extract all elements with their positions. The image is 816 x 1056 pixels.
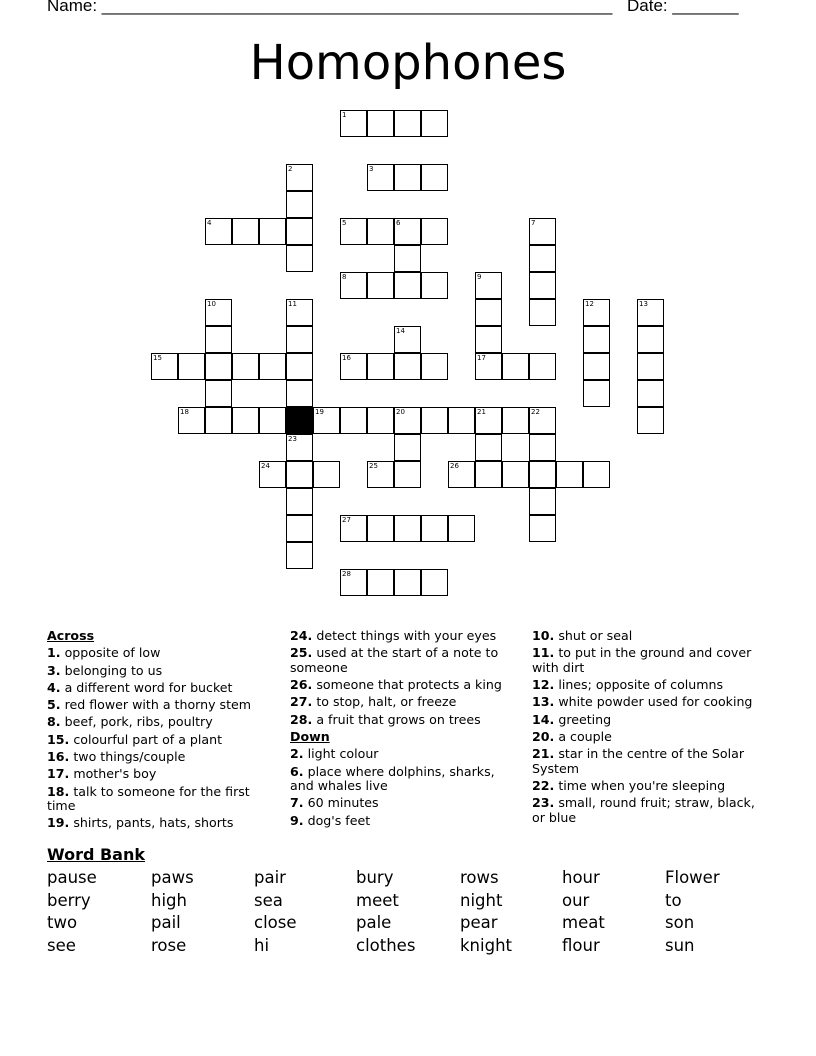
clue-number: 10 [207, 300, 216, 308]
clue-item [532, 695, 764, 710]
clue-number-label: 11. [532, 645, 555, 661]
grid-cell[interactable] [394, 434, 421, 461]
clue-item [47, 681, 273, 696]
clues-column-3 [532, 629, 764, 828]
grid-cell[interactable] [313, 461, 340, 488]
clue-item [47, 733, 273, 748]
across-heading: Across [47, 628, 95, 643]
clue-number: 16 [342, 354, 351, 362]
grid-cell[interactable] [367, 407, 394, 434]
clue-number-label: 20. [532, 729, 555, 744]
word-bank-word: pause [47, 868, 97, 887]
grid-cell[interactable] [232, 218, 259, 245]
clue-number: 5 [342, 219, 347, 227]
clue-item [532, 747, 764, 776]
grid-cell[interactable] [529, 299, 556, 326]
grid-cell[interactable] [205, 407, 232, 434]
word-bank-word: sun [665, 936, 695, 956]
clue-number-label: 26. [290, 677, 313, 693]
grid-cell[interactable] [205, 326, 232, 353]
clue-number-label: 2. [290, 746, 304, 762]
clue-number-label: 15. [47, 731, 70, 747]
clue-item [290, 646, 516, 675]
clue-text: to stop, halt, or freeze [316, 694, 457, 710]
word-bank-word: close [254, 913, 297, 933]
clue-number: 4 [207, 219, 212, 227]
grid-cell[interactable] [421, 218, 448, 245]
grid-cell[interactable] [394, 461, 421, 488]
clue-item [532, 730, 764, 745]
clue-number-label: 22. [532, 778, 555, 794]
grid-cell[interactable] [637, 353, 664, 380]
grid-cell[interactable] [286, 488, 313, 515]
clue-number-label: 23. [532, 795, 555, 811]
grid-cell[interactable] [502, 461, 529, 488]
word-bank-word: to [665, 890, 682, 910]
clue-text: a different word for bucket [64, 679, 233, 695]
grid-cell[interactable] [637, 380, 664, 407]
word-bank-word: meet [356, 890, 399, 910]
clue-item [290, 678, 516, 693]
word-bank-word: son [665, 913, 695, 933]
clue-number: 7 [531, 219, 536, 227]
word-bank-word: our [562, 890, 590, 910]
grid-cell[interactable] [394, 245, 421, 272]
clue-number: 3 [369, 165, 374, 173]
clue-item [290, 765, 516, 794]
grid-cell[interactable] [178, 353, 205, 380]
grid-cell[interactable] [475, 461, 502, 488]
grid-cell[interactable] [286, 380, 313, 407]
grid-cell[interactable] [394, 353, 421, 380]
grid-cell[interactable] [529, 488, 556, 515]
grid-cell[interactable] [583, 380, 610, 407]
word-bank-word: two [47, 913, 78, 933]
grid-cell[interactable] [502, 353, 529, 380]
word-bank-word: pair [254, 868, 286, 887]
grid-cell[interactable] [286, 245, 313, 272]
clue-text: lines; opposite of columns [558, 677, 724, 693]
grid-cell[interactable] [367, 353, 394, 380]
clue-text: shut or seal [558, 628, 633, 643]
clue-text: place where dolphins, sharks, and whales live [290, 763, 495, 794]
grid-block-cell [286, 407, 313, 434]
grid-cell[interactable] [394, 569, 421, 596]
clue-number-label: 14. [532, 711, 555, 727]
grid-cell[interactable] [529, 434, 556, 461]
clue-text: small, round fruit; straw, black, or blue [532, 795, 755, 826]
clue-text: shirts, pants, hats, shorts [73, 815, 234, 831]
grid-cell[interactable] [286, 461, 313, 488]
clue-item [532, 646, 764, 675]
word-bank-word: night [460, 890, 503, 910]
grid-cell[interactable] [529, 272, 556, 299]
clue-number-label: 18. [47, 783, 70, 799]
clue-number-label: 6. [290, 763, 304, 779]
clue-number: 6 [396, 219, 401, 227]
clue-text: 60 minutes [307, 795, 379, 811]
clue-item [47, 715, 273, 730]
clue-number-label: 28. [290, 711, 313, 727]
clue-text: talk to someone for the first time [47, 783, 250, 814]
clue-text: greeting [558, 711, 612, 727]
clue-number-label: 4. [47, 679, 61, 695]
grid-cell[interactable] [502, 407, 529, 434]
clue-text: someone that protects a king [316, 677, 502, 693]
clue-number: 8 [342, 273, 347, 281]
clue-number: 1 [342, 111, 347, 119]
clue-number-label: 9. [290, 812, 304, 828]
grid-cell[interactable] [367, 110, 394, 137]
clue-number-label: 10. [532, 628, 555, 643]
grid-cell[interactable] [394, 272, 421, 299]
grid-cell[interactable] [421, 407, 448, 434]
clue-number: 20 [396, 408, 405, 416]
clue-text: a couple [558, 729, 612, 744]
clue-number: 19 [315, 408, 324, 416]
clue-item [47, 785, 273, 814]
clue-number: 24 [261, 462, 270, 470]
clue-text: detect things with your eyes [316, 628, 497, 643]
grid-cell[interactable] [232, 353, 259, 380]
word-bank-word: meat [562, 913, 605, 933]
clue-number: 23 [288, 435, 297, 443]
clue-number: 11 [288, 300, 297, 308]
grid-cell[interactable] [583, 326, 610, 353]
clue-item [47, 698, 273, 713]
down-heading: Down [290, 729, 330, 744]
clue-item [47, 767, 273, 782]
clue-item [290, 713, 516, 728]
clue-number-label: 21. [532, 746, 555, 762]
clue-number-label: 12. [532, 677, 555, 693]
clue-item [47, 664, 273, 679]
clue-number: 17 [477, 354, 486, 362]
clue-item [47, 816, 273, 831]
clue-number: 18 [180, 408, 189, 416]
grid-cell[interactable] [448, 515, 475, 542]
grid-cell[interactable] [367, 569, 394, 596]
grid-cell[interactable] [421, 164, 448, 191]
clue-number-label: 17. [47, 766, 70, 782]
clue-number: 13 [639, 300, 648, 308]
grid-cell[interactable] [529, 353, 556, 380]
word-bank-word: pale [356, 913, 392, 933]
clue-item [290, 796, 516, 811]
grid-cell[interactable] [286, 191, 313, 218]
clue-number-label: 13. [532, 694, 555, 710]
clue-number: 21 [477, 408, 486, 416]
clue-number: 28 [342, 570, 351, 578]
grid-cell[interactable] [556, 461, 583, 488]
word-bank-word: rose [151, 936, 187, 956]
grid-cell[interactable] [286, 542, 313, 569]
clue-number-label: 24. [290, 628, 313, 643]
clue-number-label: 27. [290, 694, 313, 710]
grid-cell[interactable] [286, 326, 313, 353]
clue-number-label: 3. [47, 662, 61, 678]
clue-text: star in the centre of the Solar System [532, 746, 745, 776]
clue-number: 14 [396, 327, 405, 335]
grid-cell[interactable] [583, 461, 610, 488]
clue-text: dog's feet [307, 812, 371, 828]
grid-cell[interactable] [286, 353, 313, 380]
clue-text: two things/couple [73, 748, 186, 764]
word-bank-word: Flower [665, 868, 720, 887]
clue-text: used at the start of a note to someone [290, 645, 499, 675]
grid-cell[interactable] [259, 407, 286, 434]
clue-number-label: 1. [47, 645, 61, 661]
grid-cell[interactable] [421, 515, 448, 542]
clue-number: 15 [153, 354, 162, 362]
grid-cell[interactable] [583, 353, 610, 380]
clues-column-2 [290, 629, 516, 831]
word-bank-word: berry [47, 890, 91, 910]
grid-cell[interactable] [529, 515, 556, 542]
word-bank-word: pail [151, 913, 181, 933]
clue-item [532, 713, 764, 728]
clue-number: 25 [369, 462, 378, 470]
clue-item [532, 779, 764, 794]
grid-cell[interactable] [367, 218, 394, 245]
grid-cell[interactable] [421, 272, 448, 299]
grid-cell[interactable] [286, 218, 313, 245]
grid-cell[interactable] [421, 569, 448, 596]
grid-cell[interactable] [475, 299, 502, 326]
clue-text: red flower with a thorny stem [64, 697, 252, 713]
clue-item [290, 695, 516, 710]
grid-cell[interactable] [448, 407, 475, 434]
grid-cell[interactable] [394, 515, 421, 542]
clue-item [47, 646, 273, 661]
grid-cell[interactable] [475, 434, 502, 461]
grid-cell[interactable] [421, 353, 448, 380]
word-bank-title: Word Bank [47, 845, 146, 864]
clue-text: opposite of low [64, 645, 161, 661]
clue-number: 26 [450, 462, 459, 470]
word-bank-word: knight [460, 936, 512, 956]
clue-text: a fruit that grows on trees [316, 711, 481, 727]
clue-item [47, 750, 273, 765]
grid-cell[interactable] [394, 164, 421, 191]
grid-cell[interactable] [259, 218, 286, 245]
grid-cell[interactable] [367, 515, 394, 542]
grid-cell[interactable] [205, 380, 232, 407]
clue-text: beef, pork, ribs, poultry [64, 714, 213, 730]
grid-cell[interactable] [529, 461, 556, 488]
word-bank-word: sea [254, 890, 283, 910]
clue-item [290, 747, 516, 762]
page-title: Homophones [249, 35, 567, 91]
clue-number-label: 5. [47, 697, 61, 713]
word-bank-word: flour [562, 936, 600, 956]
clue-item [532, 678, 764, 693]
word-bank-word: hour [562, 868, 600, 887]
word-bank-word: bury [356, 868, 394, 887]
name-field-label: Name: ______________________________________________________ [47, 0, 613, 15]
grid-cell[interactable] [232, 407, 259, 434]
clue-text: light colour [307, 746, 379, 762]
clue-number: 2 [288, 165, 293, 173]
clue-number-label: 25. [290, 645, 313, 661]
clue-number: 12 [585, 300, 594, 308]
word-bank-word: hi [254, 936, 270, 956]
clue-item [532, 796, 764, 825]
grid-cell[interactable] [421, 110, 448, 137]
clue-number: 9 [477, 273, 482, 281]
word-bank-word: high [151, 890, 187, 910]
word-bank-word: clothes [356, 936, 416, 956]
clue-number: 22 [531, 408, 540, 416]
clue-number-label: 19. [47, 815, 70, 831]
date-field-label: Date: _______ [627, 0, 739, 15]
clue-number: 27 [342, 516, 351, 524]
grid-cell[interactable] [475, 326, 502, 353]
clues-column-1 [47, 629, 273, 834]
clue-text: white powder used for cooking [558, 694, 753, 710]
grid-cell[interactable] [529, 245, 556, 272]
clue-text: belonging to us [64, 662, 163, 678]
word-bank-word: paws [151, 868, 194, 887]
clue-text: to put in the ground and cover with dirt [532, 645, 752, 675]
clue-text: colourful part of a plant [73, 731, 223, 747]
word-bank-word: pear [460, 913, 498, 933]
grid-cell[interactable] [340, 407, 367, 434]
grid-cell[interactable] [637, 407, 664, 434]
word-bank-word: rows [460, 868, 499, 887]
clue-item [290, 629, 516, 644]
grid-cell[interactable] [394, 110, 421, 137]
grid-cell[interactable] [286, 515, 313, 542]
clue-number-label: 7. [290, 795, 304, 811]
grid-cell[interactable] [205, 353, 232, 380]
grid-cell[interactable] [259, 353, 286, 380]
grid-cell[interactable] [367, 272, 394, 299]
clue-number-label: 16. [47, 748, 70, 764]
word-bank-word: see [47, 936, 76, 956]
clue-item [290, 814, 516, 829]
clue-text: time when you're sleeping [558, 778, 726, 794]
grid-cell[interactable] [637, 326, 664, 353]
clue-number-label: 8. [47, 714, 61, 730]
clue-item [532, 629, 764, 644]
clue-text: mother's boy [73, 766, 157, 782]
